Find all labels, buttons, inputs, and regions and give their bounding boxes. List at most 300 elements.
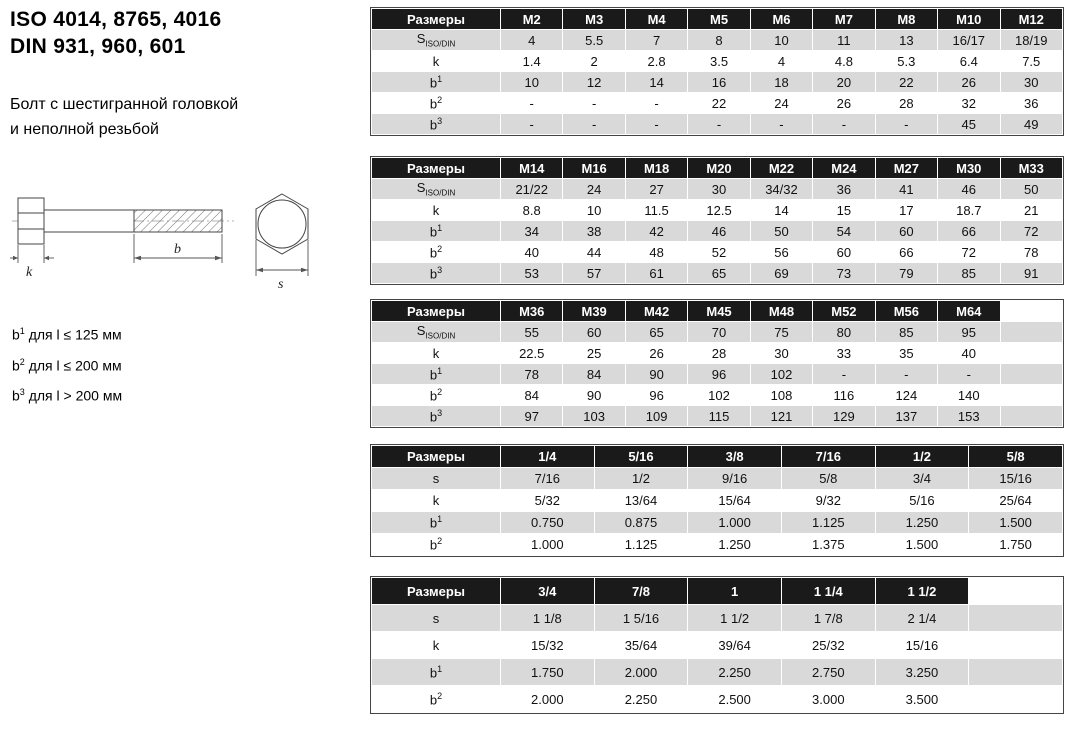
value-cell: 85 — [876, 322, 937, 342]
value-cell: 32 — [938, 93, 999, 113]
value-cell: 102 — [688, 385, 749, 405]
row-label: $b^1$ — [372, 364, 500, 384]
value-cell: 7.5 — [1001, 51, 1063, 71]
value-cell: 11.5 — [626, 200, 687, 220]
value-cell: 8 — [688, 30, 749, 50]
value-cell: 7 — [626, 30, 687, 50]
value-cell: 66 — [938, 221, 999, 241]
value-cell: 109 — [626, 406, 687, 426]
value-cell: 18.7 — [938, 200, 999, 220]
value-cell: 124 — [876, 385, 937, 405]
column-header: M56 — [876, 301, 937, 321]
column-header: M33 — [1001, 158, 1063, 178]
value-cell: 0.750 — [501, 512, 594, 533]
value-cell: 14 — [751, 200, 812, 220]
dimension-table-2 — [371, 157, 1063, 284]
value-cell: 61 — [626, 263, 687, 283]
value-cell: - — [501, 93, 562, 113]
value-cell: 24 — [563, 179, 624, 199]
value-cell: - — [876, 114, 937, 134]
column-header: 5/8 — [969, 446, 1062, 467]
value-cell: 50 — [1001, 179, 1063, 199]
footnote: $b^1$ для l ≤ 125 мм — [12, 326, 122, 343]
value-cell: 40 — [501, 242, 562, 262]
value-cell: 42 — [626, 221, 687, 241]
column-header: M4 — [626, 9, 687, 29]
dimension-table-1 — [371, 8, 1063, 135]
value-cell: 33 — [813, 343, 874, 363]
table-row — [372, 221, 1062, 241]
value-cell: 34/32 — [751, 179, 812, 199]
value-cell: 22 — [688, 93, 749, 113]
column-header: M20 — [688, 158, 749, 178]
value-cell: 30 — [751, 343, 812, 363]
value-cell: 2.250 — [688, 659, 781, 685]
row-label: k — [372, 632, 500, 658]
row-label: k — [372, 200, 500, 220]
value-cell: 2 — [563, 51, 624, 71]
column-header: M6 — [751, 9, 812, 29]
footnote: $b^3$ для l > 200 мм — [12, 387, 123, 404]
table-row — [372, 51, 1062, 71]
value-cell: 3.5 — [688, 51, 749, 71]
row-label: $b^1$ — [372, 659, 500, 685]
value-cell: 4 — [501, 30, 562, 50]
table-row — [372, 30, 1062, 50]
value-cell: 2.250 — [595, 686, 688, 712]
value-cell: - — [626, 114, 687, 134]
value-cell: 5.3 — [876, 51, 937, 71]
value-cell: 41 — [876, 179, 937, 199]
value-cell: - — [688, 114, 749, 134]
table-row — [372, 632, 1062, 658]
value-cell: 91 — [1001, 263, 1063, 283]
header-row — [372, 9, 1062, 29]
value-cell: 10 — [563, 200, 624, 220]
column-header: M5 — [688, 9, 749, 29]
value-cell: 79 — [876, 263, 937, 283]
value-cell: 60 — [563, 322, 624, 342]
table-row — [372, 490, 1062, 511]
dimension-table-5 — [371, 577, 1063, 713]
bolt-thread — [134, 210, 222, 232]
value-cell: 53 — [501, 263, 562, 283]
value-cell: - — [938, 364, 999, 384]
row-label: $b^2$ — [372, 686, 500, 712]
value-cell: 13/64 — [595, 490, 688, 511]
header-row — [372, 446, 1062, 467]
row-label: $b^3$ — [372, 114, 500, 134]
value-cell: 4.8 — [813, 51, 874, 71]
column-header: M14 — [501, 158, 562, 178]
table-row — [372, 534, 1062, 555]
column-header: 5/16 — [595, 446, 688, 467]
row-label: $b^3$ — [372, 263, 500, 283]
value-cell: 14 — [626, 72, 687, 92]
value-cell: - — [751, 114, 812, 134]
row-label: k — [372, 490, 500, 511]
value-cell: 1.4 — [501, 51, 562, 71]
column-header: 7/16 — [782, 446, 875, 467]
value-cell: 96 — [688, 364, 749, 384]
value-cell: 137 — [876, 406, 937, 426]
left-panel — [10, 6, 364, 714]
value-cell: 18/19 — [1001, 30, 1063, 50]
value-cell: 20 — [813, 72, 874, 92]
value-cell: 5/8 — [782, 468, 875, 489]
value-cell: 26 — [813, 93, 874, 113]
header-row — [372, 158, 1062, 178]
value-cell: 72 — [1001, 221, 1063, 241]
value-cell: 34 — [501, 221, 562, 241]
value-cell: 2.750 — [782, 659, 875, 685]
blank-cell — [1001, 343, 1063, 363]
value-cell: 84 — [501, 385, 562, 405]
value-cell: 3/4 — [876, 468, 969, 489]
value-cell: 21/22 — [501, 179, 562, 199]
value-cell: - — [813, 364, 874, 384]
bolt-drawing — [10, 184, 360, 299]
value-cell: - — [563, 114, 624, 134]
value-cell: 18 — [751, 72, 812, 92]
column-header: M39 — [563, 301, 624, 321]
table-row — [372, 385, 1062, 405]
blank-cell — [1001, 364, 1063, 384]
table-row — [372, 343, 1062, 363]
iso-standards-line: ISO 4014, 8765, 4016 — [10, 8, 222, 31]
value-cell: 11 — [813, 30, 874, 50]
value-cell: 28 — [876, 93, 937, 113]
value-cell: 129 — [813, 406, 874, 426]
column-header: M12 — [1001, 9, 1063, 29]
table-row — [372, 605, 1062, 631]
bolt-shank — [44, 210, 134, 232]
value-cell: 1 7/8 — [782, 605, 875, 631]
value-cell: 3.000 — [782, 686, 875, 712]
value-cell: 1.125 — [782, 512, 875, 533]
value-cell: 1.750 — [969, 534, 1062, 555]
value-cell: 1 1/8 — [501, 605, 594, 631]
value-cell: 16/17 — [938, 30, 999, 50]
value-cell: 97 — [501, 406, 562, 426]
value-cell: 25/32 — [782, 632, 875, 658]
value-cell: 5/32 — [501, 490, 594, 511]
blank-cell — [1001, 385, 1063, 405]
column-header: Размеры — [372, 158, 500, 178]
value-cell: 35 — [876, 343, 937, 363]
column-header: 1 1/4 — [782, 578, 875, 604]
row-label: k — [372, 343, 500, 363]
column-header: Размеры — [372, 578, 500, 604]
blank-cell — [1001, 322, 1063, 342]
value-cell: 60 — [876, 221, 937, 241]
value-cell: 39/64 — [688, 632, 781, 658]
value-cell: 72 — [938, 242, 999, 262]
value-cell: 1/2 — [595, 468, 688, 489]
table-row — [372, 686, 1062, 712]
column-header: M7 — [813, 9, 874, 29]
value-cell: 3.250 — [876, 659, 969, 685]
value-cell: 90 — [563, 385, 624, 405]
dimension-table-4 — [371, 445, 1063, 556]
blank-cell — [969, 659, 1062, 685]
column-header: 1/2 — [876, 446, 969, 467]
column-header: M45 — [688, 301, 749, 321]
value-cell: 38 — [563, 221, 624, 241]
value-cell: 1.500 — [876, 534, 969, 555]
value-cell: 66 — [876, 242, 937, 262]
value-cell: 78 — [1001, 242, 1063, 262]
row-label: $b^2$ — [372, 242, 500, 262]
value-cell: 1.500 — [969, 512, 1062, 533]
value-cell: 73 — [813, 263, 874, 283]
value-cell: 65 — [626, 322, 687, 342]
value-cell: 16 — [688, 72, 749, 92]
column-header: M64 — [938, 301, 999, 321]
value-cell: 95 — [938, 322, 999, 342]
value-cell: 121 — [751, 406, 812, 426]
table-row — [372, 263, 1062, 283]
value-cell: 1 5/16 — [595, 605, 688, 631]
table-row — [372, 659, 1062, 685]
column-header: Размеры — [372, 301, 500, 321]
table-row — [372, 512, 1062, 533]
din-standards-line: DIN 931, 960, 601 — [10, 35, 186, 58]
tables-area — [371, 8, 1063, 735]
value-cell: 1.375 — [782, 534, 875, 555]
value-cell: 1.125 — [595, 534, 688, 555]
value-cell: 103 — [563, 406, 624, 426]
column-header: M18 — [626, 158, 687, 178]
value-cell: 15/32 — [501, 632, 594, 658]
value-cell: 15/16 — [969, 468, 1062, 489]
value-cell: 22.5 — [501, 343, 562, 363]
value-cell: 2.000 — [595, 659, 688, 685]
row-label: $b^2$ — [372, 93, 500, 113]
column-header: 1/4 — [501, 446, 594, 467]
column-header: 3/4 — [501, 578, 594, 604]
column-header: M52 — [813, 301, 874, 321]
value-cell: 115 — [688, 406, 749, 426]
value-cell: 57 — [563, 263, 624, 283]
value-cell: 49 — [1001, 114, 1063, 134]
value-cell: 35/64 — [595, 632, 688, 658]
value-cell: 36 — [1001, 93, 1063, 113]
k-dimension-label: k — [26, 265, 33, 280]
value-cell: 85 — [938, 263, 999, 283]
value-cell: 3.500 — [876, 686, 969, 712]
bolt-drawing-svg — [10, 184, 360, 294]
value-cell: 55 — [501, 322, 562, 342]
column-header: M27 — [876, 158, 937, 178]
value-cell: 15/64 — [688, 490, 781, 511]
column-header: 7/8 — [595, 578, 688, 604]
row-label: s — [372, 468, 500, 489]
column-header: M16 — [563, 158, 624, 178]
value-cell: 1.250 — [688, 534, 781, 555]
row-label: $S_{ISO/DIN}$ — [372, 30, 500, 50]
column-header: M36 — [501, 301, 562, 321]
value-cell: 17 — [876, 200, 937, 220]
blank-cell — [969, 686, 1062, 712]
column-header: M22 — [751, 158, 812, 178]
row-label: $b^2$ — [372, 534, 500, 555]
value-cell: 2.8 — [626, 51, 687, 71]
value-cell: 40 — [938, 343, 999, 363]
value-cell: 90 — [626, 364, 687, 384]
value-cell: 28 — [688, 343, 749, 363]
value-cell: 44 — [563, 242, 624, 262]
value-cell: 1.750 — [501, 659, 594, 685]
table-row — [372, 322, 1062, 342]
value-cell: 9/16 — [688, 468, 781, 489]
column-header: Размеры — [372, 446, 500, 467]
value-cell: 7/16 — [501, 468, 594, 489]
value-cell: - — [626, 93, 687, 113]
value-cell: 25 — [563, 343, 624, 363]
value-cell: 2.500 — [688, 686, 781, 712]
table-row — [372, 93, 1062, 113]
value-cell: 75 — [751, 322, 812, 342]
value-cell: 5/16 — [876, 490, 969, 511]
value-cell: - — [876, 364, 937, 384]
value-cell: 78 — [501, 364, 562, 384]
row-label: k — [372, 51, 500, 71]
value-cell: 48 — [626, 242, 687, 262]
header-row — [372, 301, 1062, 321]
value-cell: 1.000 — [501, 534, 594, 555]
row-label: s — [372, 605, 500, 631]
footnote: $b^2$ для l ≤ 200 мм — [12, 356, 122, 374]
value-cell: 21 — [1001, 200, 1063, 220]
value-cell: 70 — [688, 322, 749, 342]
table-row — [372, 72, 1062, 92]
column-header: M24 — [813, 158, 874, 178]
row-label: $b^2$ — [372, 385, 500, 405]
value-cell: 1 1/2 — [688, 605, 781, 631]
column-header: M3 — [563, 9, 624, 29]
value-cell: 56 — [751, 242, 812, 262]
standards-title — [10, 6, 222, 60]
column-header: 1 1/2 — [876, 578, 969, 604]
column-header: M10 — [938, 9, 999, 29]
value-cell: 60 — [813, 242, 874, 262]
row-label: $b^1$ — [372, 72, 500, 92]
row-label: $S_{ISO/DIN}$ — [372, 322, 500, 342]
value-cell: 153 — [938, 406, 999, 426]
value-cell: 26 — [938, 72, 999, 92]
k-dimension — [10, 245, 54, 263]
value-cell: - — [563, 93, 624, 113]
blank-header-cell — [1001, 301, 1063, 321]
value-cell: 50 — [751, 221, 812, 241]
value-cell: 140 — [938, 385, 999, 405]
value-cell: 52 — [688, 242, 749, 262]
value-cell: 5.5 — [563, 30, 624, 50]
product-description — [10, 92, 238, 142]
value-cell: 12.5 — [688, 200, 749, 220]
description-line-2: и неполной резьбой — [10, 121, 159, 138]
table-row — [372, 200, 1062, 220]
hex-end-view — [256, 194, 308, 254]
dimension-table-3 — [371, 300, 1063, 427]
value-cell: - — [501, 114, 562, 134]
row-label: $b^1$ — [372, 221, 500, 241]
column-header: M30 — [938, 158, 999, 178]
value-cell: 12 — [563, 72, 624, 92]
value-cell: 4 — [751, 51, 812, 71]
value-cell: 69 — [751, 263, 812, 283]
table-row — [372, 468, 1062, 489]
table-row — [372, 406, 1062, 426]
row-label: $b^3$ — [372, 406, 500, 426]
value-cell: 10 — [751, 30, 812, 50]
value-cell: 25/64 — [969, 490, 1062, 511]
value-cell: 108 — [751, 385, 812, 405]
header-row — [372, 578, 1062, 604]
table-row — [372, 114, 1062, 134]
value-cell: 9/32 — [782, 490, 875, 511]
column-header: M42 — [626, 301, 687, 321]
value-cell: 27 — [626, 179, 687, 199]
value-cell: 96 — [626, 385, 687, 405]
value-cell: 22 — [876, 72, 937, 92]
value-cell: 84 — [563, 364, 624, 384]
blank-cell — [969, 605, 1062, 631]
bolt-head-side-view — [18, 198, 44, 244]
table-row — [372, 364, 1062, 384]
value-cell: 6.4 — [938, 51, 999, 71]
description-line-1: Болт с шестигранной головкой — [10, 96, 239, 113]
value-cell: 2.000 — [501, 686, 594, 712]
value-cell: 0.875 — [595, 512, 688, 533]
value-cell: 1.250 — [876, 512, 969, 533]
value-cell: 30 — [688, 179, 749, 199]
value-cell: 15 — [813, 200, 874, 220]
blank-header-cell — [969, 578, 1062, 604]
value-cell: 36 — [813, 179, 874, 199]
column-header: M8 — [876, 9, 937, 29]
value-cell: 46 — [688, 221, 749, 241]
s-dimension-label: s — [278, 277, 284, 292]
value-cell: 10 — [501, 72, 562, 92]
value-cell: 2 1/4 — [876, 605, 969, 631]
column-header: 3/8 — [688, 446, 781, 467]
table-row — [372, 179, 1062, 199]
row-label: $S_{ISO/DIN}$ — [372, 179, 500, 199]
value-cell: 102 — [751, 364, 812, 384]
value-cell: 26 — [626, 343, 687, 363]
footnotes — [12, 318, 122, 410]
value-cell: - — [813, 114, 874, 134]
value-cell: 8.8 — [501, 200, 562, 220]
value-cell: 1.000 — [688, 512, 781, 533]
row-label: $b^1$ — [372, 512, 500, 533]
column-header: M2 — [501, 9, 562, 29]
b-dimension-label: b — [174, 242, 181, 257]
value-cell: 30 — [1001, 72, 1063, 92]
value-cell: 13 — [876, 30, 937, 50]
value-cell: 46 — [938, 179, 999, 199]
value-cell: 45 — [938, 114, 999, 134]
table-row — [372, 242, 1062, 262]
value-cell: 116 — [813, 385, 874, 405]
value-cell: 24 — [751, 93, 812, 113]
column-header: Размеры — [372, 9, 500, 29]
blank-cell — [1001, 406, 1063, 426]
column-header: M48 — [751, 301, 812, 321]
blank-cell — [969, 632, 1062, 658]
